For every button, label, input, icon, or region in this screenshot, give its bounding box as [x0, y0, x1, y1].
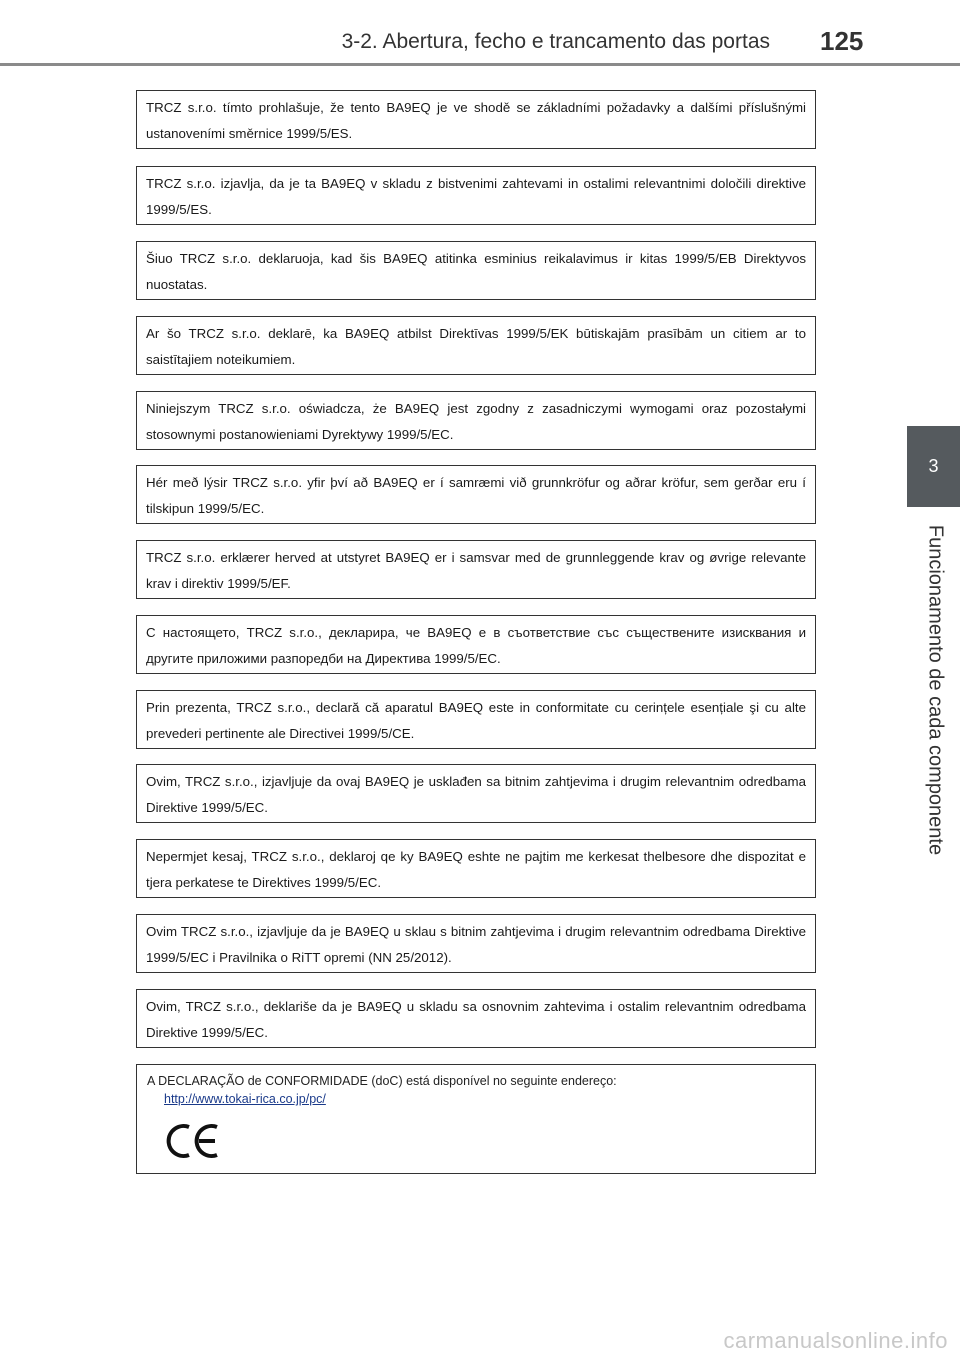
- declaration-text: С настоящето, TRCZ s.r.o., декларира, че BA9EQ е в съответствие със съществените изисквания и другите приложими разпоредби на Директива 1999/5/ЕС.: [146, 625, 806, 666]
- header-divider: [0, 63, 960, 66]
- watermark: carmanualsonline.info: [723, 1328, 948, 1353]
- declaration-box-no: [136, 540, 816, 599]
- declaration-text: Ar šo TRCZ s.r.o. deklarē, ka BA9EQ atbilst Direktīvas 1999/5/EK būtiskajām prasībām un citiem ar to saistītajiem noteikumiem.: [146, 326, 806, 367]
- declaration-text: Šiuo TRCZ s.r.o. deklaruoja, kad šis BA9EQ atitinka esminius reikalavimus ir kitas 1999/5/EB Direktyvos nuostatas.: [146, 251, 806, 292]
- declaration-box-hr: [136, 914, 816, 973]
- page-number: 125: [820, 26, 864, 56]
- declaration-box-sr: [136, 989, 816, 1048]
- declaration-text: TRCZ s.r.o. tímto prohlašuje, že tento BA9EQ je ve shodě se základními požadavky a dalšími příslušnými ustanoveními směrnice 1999/5/ES.: [146, 100, 806, 141]
- declaration-box-lv: [136, 316, 816, 375]
- declaration-box-bg: [136, 615, 816, 674]
- declaration-box-lt: [136, 241, 816, 300]
- declaration-text: Hér með lýsir TRCZ s.r.o. yfir því að BA9EQ er í samræmi við grunnkröfur og aðrar kröfur, sem gerðar eru í tilskipun 1999/5/EC.: [146, 475, 806, 516]
- declaration-text: TRCZ s.r.o. erklærer herved at utstyret BA9EQ er i samsvar med de grunnleggende krav og øvrige relevante krav i direktiv 1999/5/EF.: [146, 550, 806, 591]
- chapter-side-label: Funcionamento de cada componente: [924, 524, 947, 856]
- ce-mark-icon: [163, 1121, 223, 1161]
- doc-availability-text: A DECLARAÇÃO de CONFORMIDADE (doC) está disponível no seguinte endereço:: [147, 1074, 617, 1088]
- declaration-text: Nepermjet kesaj, TRCZ s.r.o., deklaroj qe ky BA9EQ eshte ne pajtim me kerkesat thelbesore dhe dispozitat e tjera perkatese te Direktives 1999/5/EC.: [146, 849, 806, 890]
- declaration-box-bs: [136, 764, 816, 823]
- declaration-box-pl: [136, 391, 816, 450]
- declaration-box-cs: [136, 90, 816, 149]
- section-title: 3-2. Abertura, fecho e trancamento das portas: [341, 30, 770, 53]
- doc-url-link[interactable]: http://www.tokai-rica.co.jp/pc/: [164, 1092, 326, 1106]
- chapter-tab[interactable]: [907, 426, 960, 507]
- declaration-text: Ovim TRCZ s.r.o., izjavljuje da je BA9EQ u sklau s bitnim zahtjevima i drugim relevantnim odredbama Direktive 1999/5/EC i Pravilnika o RiTT opremi (NN 25/2012).: [146, 924, 806, 965]
- declaration-text: Ovim, TRCZ s.r.o., izjavljuje da ovaj BA9EQ je usklađen sa bitnim zahtjevima i drugim relevantnim odredbama Direktive 1999/5/EC.: [146, 774, 806, 815]
- declaration-box-sl: [136, 166, 816, 225]
- declaration-box-sq: [136, 839, 816, 898]
- declaration-box-ro: [136, 690, 816, 749]
- declaration-text: Ovim, TRCZ s.r.o., deklariše da je BA9EQ u skladu sa osnovnim zahtevima i ostalim relevantnim odredbama Direktive 1999/5/EC.: [146, 999, 806, 1040]
- declaration-box-is: [136, 465, 816, 524]
- declaration-of-conformity-box: [136, 1064, 816, 1174]
- chapter-tab-number: 3: [928, 456, 939, 476]
- declaration-text: Niniejszym TRCZ s.r.o. oświadcza, że BA9EQ jest zgodny z zasadniczymi wymogami oraz pozostałymi stosownymi postanowieniami Dyrektywy 1999/5/EC.: [146, 401, 806, 442]
- declaration-text: Prin prezenta, TRCZ s.r.o., declară că aparatul BA9EQ este in conformitate cu cerințele esențiale şi cu alte prevederi pertinente ale Directivei 1999/5/CE.: [146, 700, 806, 741]
- declaration-text: TRCZ s.r.o. izjavlja, da je ta BA9EQ v skladu z bistvenimi zahtevami in ostalimi relevantnimi določili direktive 1999/5/ES.: [146, 176, 806, 217]
